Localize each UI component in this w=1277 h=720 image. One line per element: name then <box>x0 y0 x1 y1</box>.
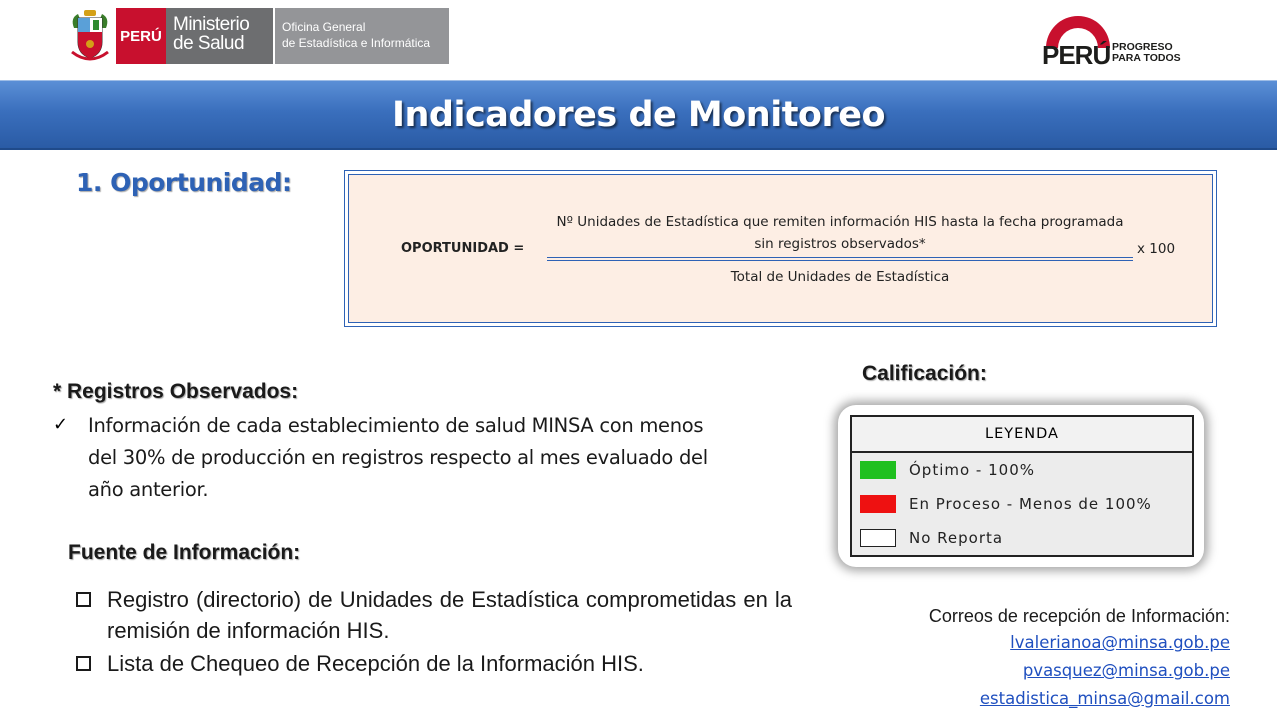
legend-table <box>850 415 1194 557</box>
email-link[interactable]: pvasquez@minsa.gob.pe <box>1022 661 1230 680</box>
formula-label: OPORTUNIDAD = <box>401 241 525 256</box>
peru-label: PERÚ <box>116 8 166 64</box>
registros-text: Información de cada establecimiento de salud MINSA con menos del 30% de producción en registros respecto al mes evaluado del año anterior. <box>88 414 708 501</box>
green-swatch-icon <box>860 461 896 479</box>
checkmark-icon: ✓ <box>53 414 69 435</box>
list-item <box>76 584 792 646</box>
legend-panel <box>838 405 1204 567</box>
fraction-bar <box>547 257 1133 261</box>
formula-inner <box>348 174 1213 323</box>
page-title: Indicadores de Monitoreo <box>391 94 886 135</box>
square-bullet-icon <box>76 592 91 607</box>
fuente-item-text: Lista de Chequeo de Recepción de la Información HIS. <box>107 651 644 676</box>
coat-of-arms-icon <box>68 8 112 64</box>
formula-denominator: Total de Unidades de Estadística <box>730 269 950 285</box>
correos-block <box>929 603 1230 713</box>
brand-tag-line1: PROGRESO <box>1112 41 1173 53</box>
ogei-line2: de Estadística e Informática <box>282 36 431 50</box>
brand-tag <box>1112 42 1181 64</box>
minsa-logo <box>68 8 449 64</box>
fuente-item-text: Registro (directorio) de Unidades de Estadística comprometidas en la remisión de información HIS. <box>107 587 792 643</box>
legend-header: LEYENDA <box>852 417 1192 453</box>
peru-brand-logo <box>1038 12 1188 68</box>
correos-label: Correos de recepción de Información: <box>928 606 1230 626</box>
list-item <box>76 648 792 679</box>
legend-row-optimo <box>852 453 1192 487</box>
legend-label: En Proceso - Menos de 100% <box>909 495 1152 513</box>
legend-row-no-reporta <box>852 521 1192 555</box>
brand-tag-line2: PARA TODOS <box>1112 52 1181 64</box>
registros-title: * Registros Observados: <box>53 380 299 403</box>
ministerio-label: Ministerio de Salud <box>166 8 273 64</box>
calificacion-title: Calificación: <box>862 362 987 385</box>
brand-word: PERÚ <box>1042 40 1111 70</box>
legend-row-proceso <box>852 487 1192 521</box>
square-bullet-icon <box>76 656 91 671</box>
email-link[interactable]: lvalerianoa@minsa.gob.pe <box>1010 633 1230 652</box>
formula-multiplier: x 100 <box>1137 241 1176 257</box>
title-banner <box>0 80 1277 150</box>
ogei-line1: Oficina General <box>282 20 366 34</box>
registros-item <box>53 410 733 506</box>
legend-label: Óptimo - 100% <box>909 461 1035 479</box>
red-swatch-icon <box>860 495 896 513</box>
formula-numerator: Nº Unidades de Estadística que remiten información HIS hasta la fecha programada sin registros observados* <box>556 214 1124 252</box>
ogei-label <box>275 8 449 64</box>
formula-box <box>344 170 1217 327</box>
fuente-list <box>76 584 792 681</box>
empty-swatch-icon <box>860 529 896 547</box>
legend-label: No Reporta <box>909 529 1004 547</box>
section-heading: 1. Oportunidad: <box>76 168 292 197</box>
email-link[interactable]: estadistica_minsa@gmail.com <box>979 689 1230 708</box>
fuente-title: Fuente de Información: <box>68 541 301 564</box>
